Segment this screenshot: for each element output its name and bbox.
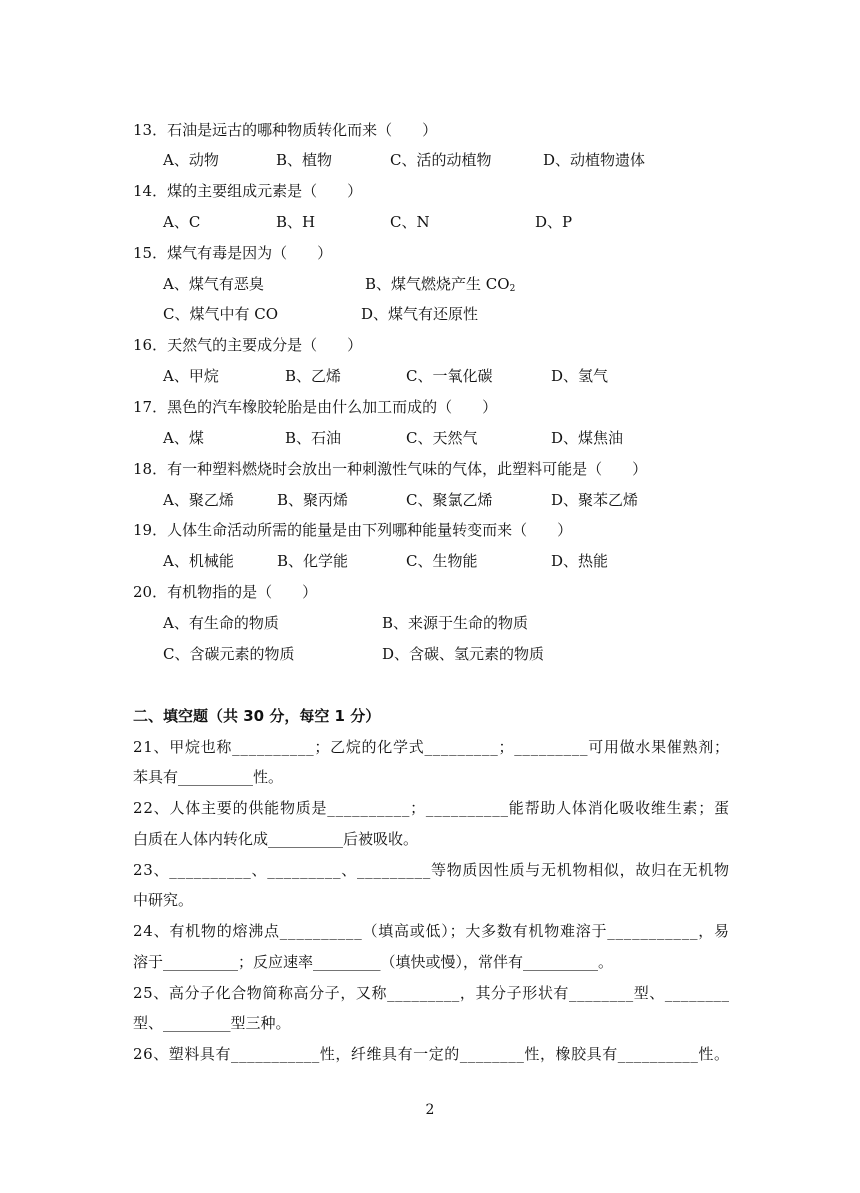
question-stem: 黑色的汽车橡胶轮胎是由什么加工而成的（ ） [167, 398, 498, 416]
question-16 [133, 335, 362, 355]
question-number: 15． [133, 244, 168, 262]
option-b: B、化学能 [277, 552, 349, 570]
question-24-line-1: 24、有机物的熔沸点__________（填高或低）；大多数有机物难溶于___________，易 [133, 922, 730, 940]
section-heading: 二、填空题（共 30 分，每空 1 分） [133, 707, 381, 725]
question-stem: 人体生命活动所需的能量是由下列哪种能量转变而来（ ） [167, 521, 573, 539]
question-number: 14． [133, 182, 168, 200]
question-22-line-2: 白质在人体内转化成__________后被吸收。 [133, 830, 419, 848]
option-c: C、含碳元素的物质 [163, 645, 295, 663]
option-d: D、煤焦油 [551, 429, 624, 447]
question-stem: 有一种塑料燃烧时会放出一种刺激性气味的气体，此塑料可能是（ ） [167, 460, 648, 478]
option-b: B、聚丙烯 [277, 491, 349, 509]
option-d: D、动植物遗体 [543, 151, 646, 169]
option-a: A、机械能 [163, 552, 234, 570]
option-c: C、煤气中有 CO [163, 305, 279, 323]
option-d: D、P [535, 213, 573, 231]
question-23-line-1: 23、__________、_________、_________等物质因性质与无机物相似，故归在无机物 [133, 861, 730, 879]
question-stem: 煤的主要组成元素是（ ） [167, 182, 363, 200]
option-b: B、煤气燃烧产生 $CO_2$ [365, 275, 516, 294]
question-23-line-2: 中研究。 [133, 891, 194, 909]
question-17 [133, 397, 497, 417]
question-25-line-2: 型、_________型三种。 [133, 1014, 291, 1032]
option-d: D、氢气 [551, 367, 609, 385]
option-a: A、有生命的物质 [163, 614, 279, 632]
option-c: C、N [390, 213, 430, 231]
option-c: C、活的动植物 [390, 151, 492, 169]
option-a: A、动物 [163, 151, 219, 169]
question-number: 20． [133, 583, 168, 601]
question-25-line-1: 25、高分子化合物简称高分子，又称_________，其分子形状有________型、________ [133, 984, 730, 1002]
option-b: B、来源于生命的物质 [382, 614, 529, 632]
option-c: C、一氧化碳 [406, 367, 493, 385]
question-14 [133, 181, 362, 201]
option-b: B、乙烯 [285, 367, 342, 385]
option-b: B、H [276, 213, 316, 231]
subscript: 2 [509, 284, 516, 294]
option-c: C、聚氯乙烯 [406, 491, 493, 509]
question-22-line-1: 22、人体主要的供能物质是__________；__________能帮助人体消化吸收维生素；蛋 [133, 799, 730, 817]
question-21-line-2: 苯具有__________性。 [133, 768, 284, 786]
question-number: 17． [133, 398, 168, 416]
option-d: D、含碳、氢元素的物质 [382, 645, 545, 663]
question-number: 13． [133, 121, 168, 139]
question-18 [133, 459, 647, 479]
question-stem: 煤气有毒是因为（ ） [167, 244, 333, 262]
option-d: D、聚苯乙烯 [551, 491, 639, 509]
option-d: D、热能 [551, 552, 609, 570]
question-13 [133, 120, 437, 140]
option-a: A、甲烷 [163, 367, 219, 385]
question-21-line-1: 21、甲烷也称__________；乙烷的化学式_________；_________可用做水果催熟剂； [133, 738, 730, 756]
question-24-line-2: 溶于__________；反应速率_________（填快或慢），常伴有__________。 [133, 953, 614, 971]
option-a: A、C [163, 213, 201, 231]
question-number: 16． [133, 336, 168, 354]
option-a: A、聚乙烯 [163, 491, 234, 509]
option-c: C、生物能 [406, 552, 478, 570]
question-stem: 石油是远古的哪种物质转化而来（ ） [167, 121, 438, 139]
question-20 [133, 582, 317, 602]
option-a: A、煤 [163, 429, 204, 447]
page-number: 2 [425, 1102, 435, 1118]
option-b: B、植物 [276, 151, 333, 169]
question-number: 19． [133, 521, 168, 539]
option-d: D、煤气有还原性 [361, 305, 479, 323]
question-19 [133, 520, 572, 540]
question-stem: 天然气的主要成分是（ ） [167, 336, 363, 354]
question-number: 18． [133, 460, 168, 478]
question-stem: 有机物指的是（ ） [167, 583, 318, 601]
question-15 [133, 243, 332, 263]
option-a: A、煤气有恶臭 [163, 275, 264, 293]
option-c: C、天然气 [406, 429, 478, 447]
question-26-line-1: 26、塑料具有___________性，纤维具有一定的________性，橡胶具有__________性。 [133, 1045, 730, 1063]
option-b: B、石油 [285, 429, 342, 447]
